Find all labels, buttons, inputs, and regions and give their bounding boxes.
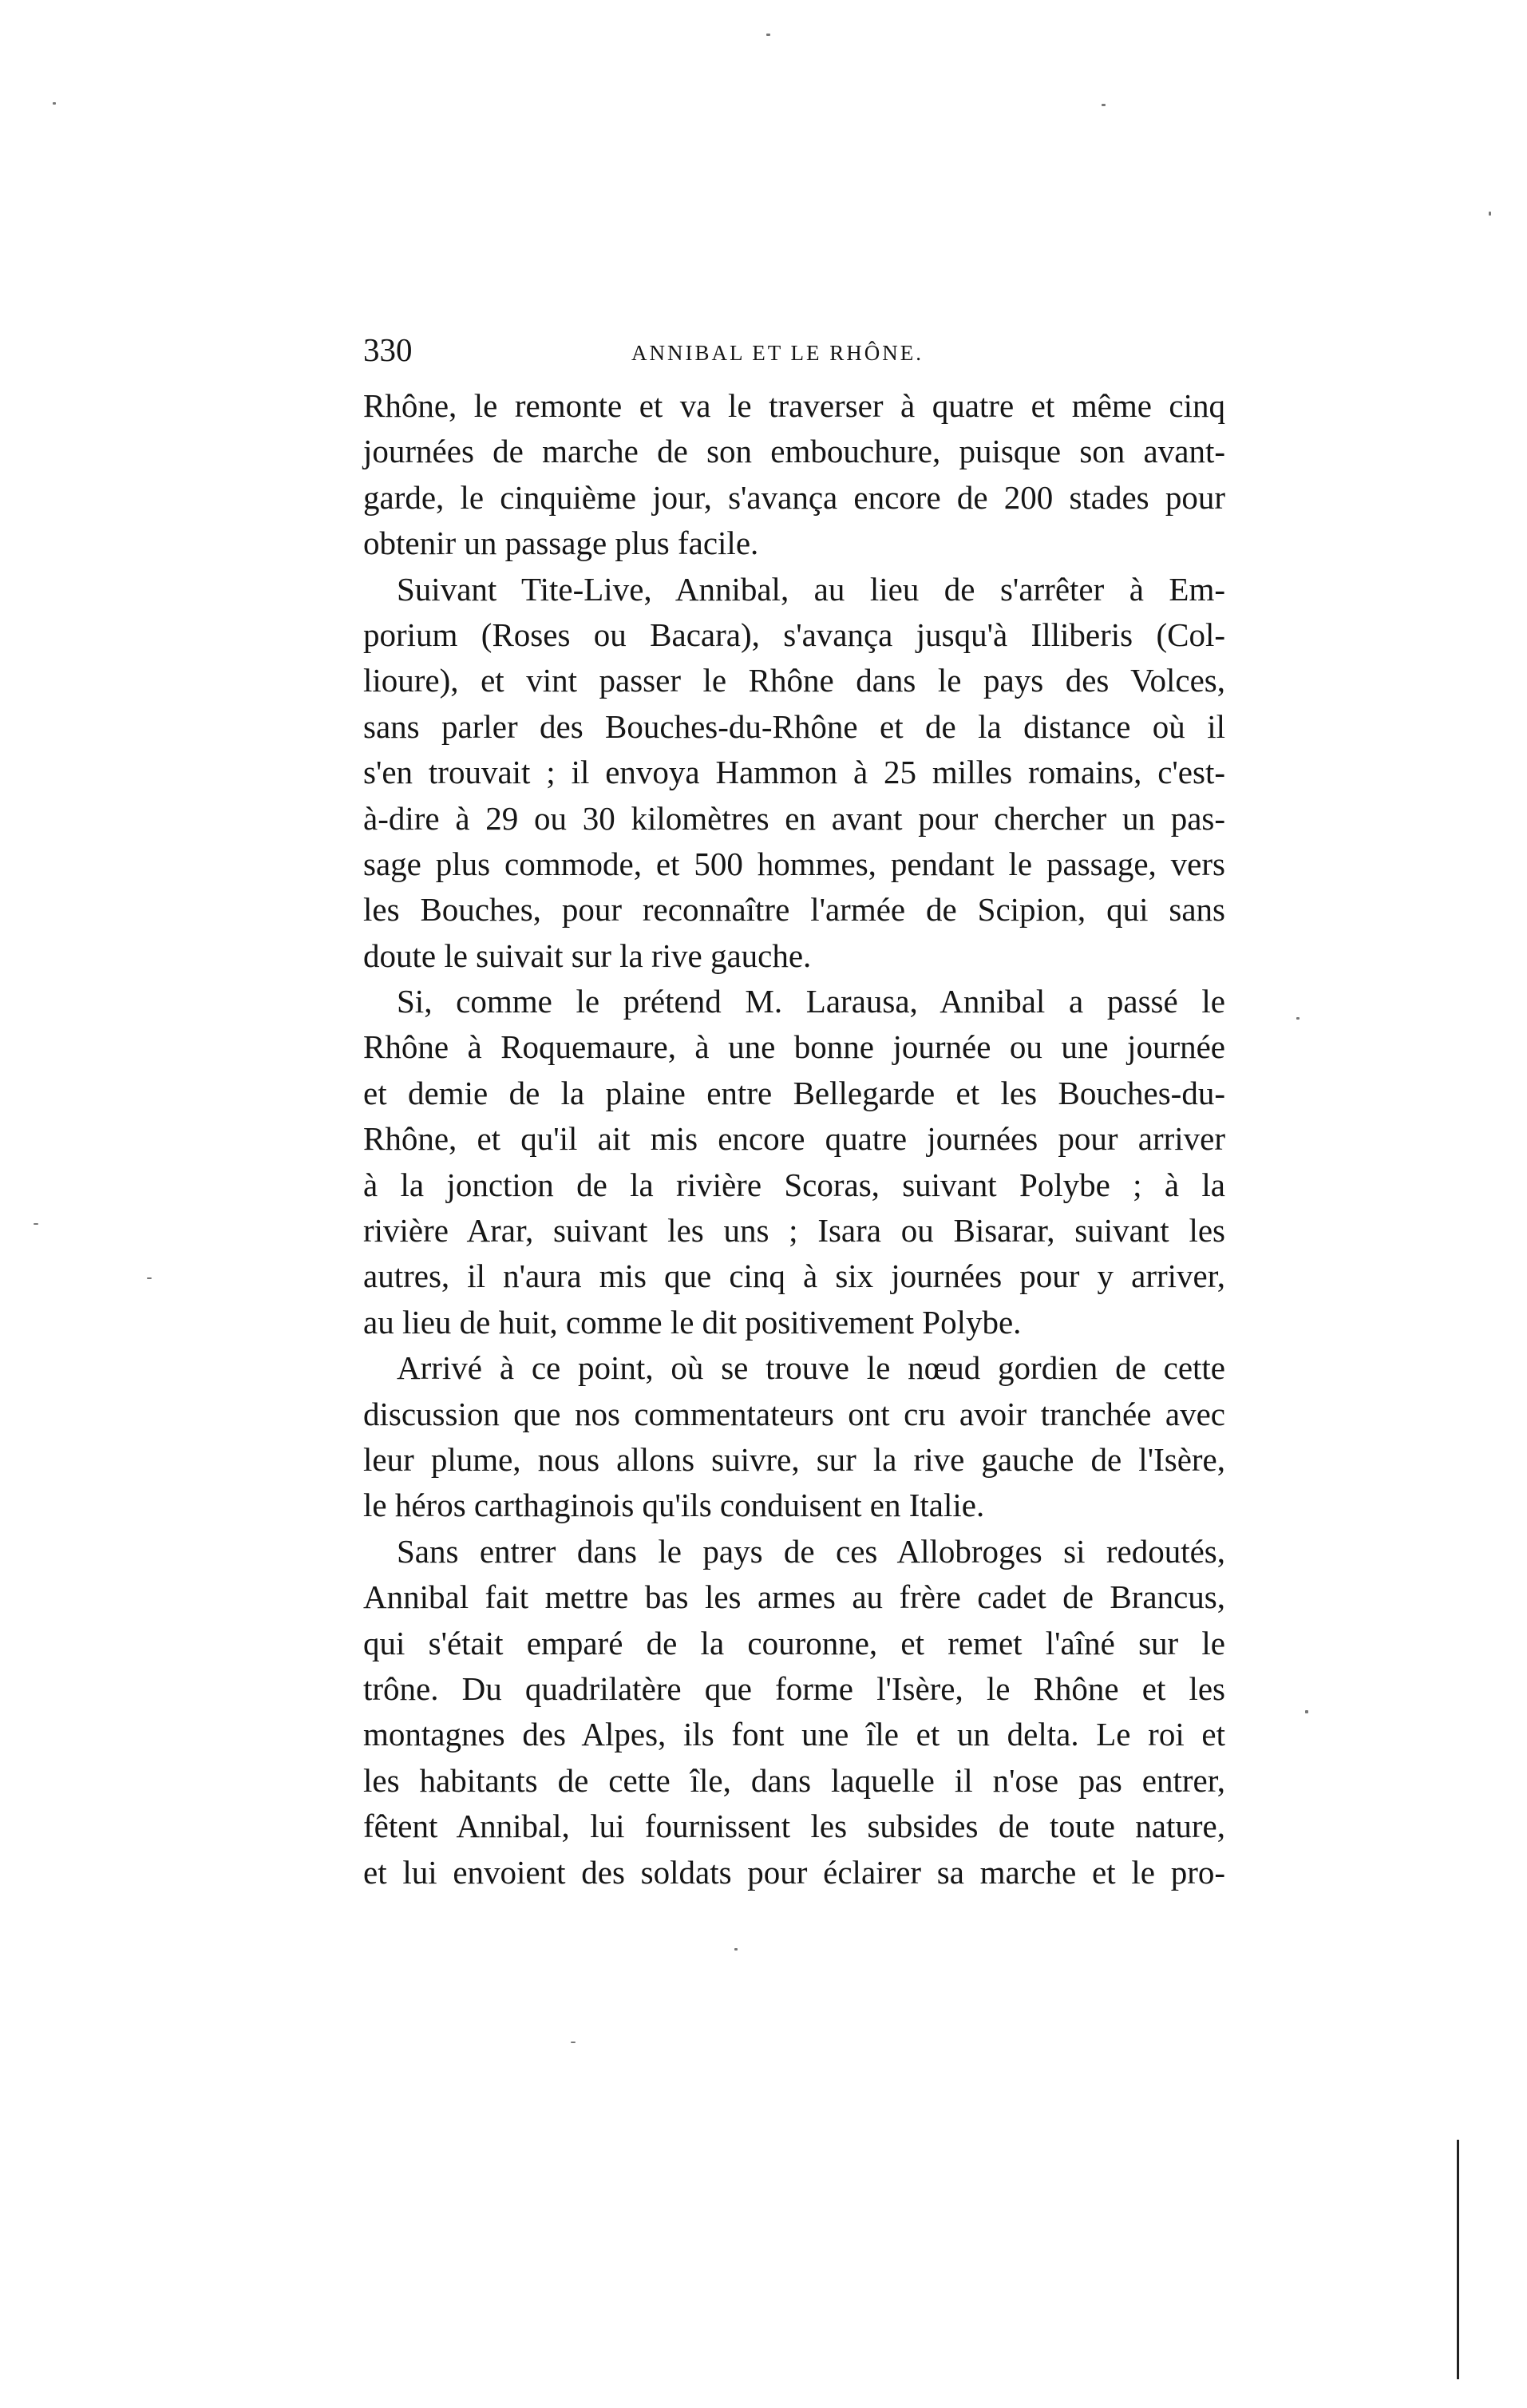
text-line: fêtent Annibal, lui fournissent les subsides de toute nature, — [363, 1808, 1225, 1845]
text-line: le héros carthaginois qu'ils conduisent en Italie. — [363, 1487, 985, 1524]
text-line: sans parler des Bouches-du-Rhône et de la distance où il — [363, 707, 1225, 745]
text-line: porium (Roses ou Bacara), s'avança jusqu'à Illiberis (Col- — [363, 616, 1225, 653]
margin-rule — [1457, 2140, 1459, 2379]
text-line: lioure), et vint passer le Rhône dans le pays des Volces, — [363, 662, 1225, 699]
text-line: à la jonction de la rivière Scoras, suivant Polybe ; à la — [363, 1166, 1225, 1203]
text-line: doute le suivait sur la rive gauche. — [363, 937, 812, 974]
text-line: au lieu de huit, comme le dit positivement Polybe. — [363, 1303, 1022, 1341]
text-line: leur plume, nous allons suivre, sur la rive gauche de l'Isère, — [363, 1440, 1225, 1478]
text-line: obtenir un passage plus facile. — [363, 525, 759, 562]
page-header — [363, 326, 938, 374]
paper-speck — [1489, 212, 1491, 216]
text-line: trône. Du quadrilatère que forme l'Isère, le Rhône et les — [363, 1669, 1225, 1707]
text-line: et demie de la plaine entre Bellegarde et les Bouches-du- — [363, 1074, 1225, 1111]
text-line: discussion que nos commentateurs ont cru avoir tranchée avec — [363, 1395, 1225, 1432]
text-line: Rhône, le remonte et va le traverser à quatre et même cinq — [363, 387, 1225, 424]
text-line: Rhône, et qu'il ait mis encore quatre journées pour arriver — [363, 1120, 1225, 1158]
paper-speck — [1305, 1710, 1308, 1713]
text-line: les habitants de cette île, dans laquelle il n'ose pas entrer, — [363, 1761, 1225, 1799]
text-line: Si, comme le prétend M. Larausa, Annibal a passé le — [397, 983, 1225, 1020]
paper-speck — [734, 1948, 738, 1951]
text-line: les Bouches, pour reconnaître l'armée de Scipion, qui sans — [363, 891, 1225, 929]
text-line: garde, le cinquième jour, s'avança encore de 200 stades pour — [363, 478, 1225, 516]
text-line: Sans entrer dans le pays de ces Allobroges si redoutés, — [397, 1532, 1225, 1570]
text-line: Arrivé à ce point, où se trouve le nœud gordien de cette — [397, 1349, 1225, 1387]
paper-speck — [766, 34, 770, 36]
paper-speck — [1102, 104, 1106, 106]
text-line: journées de marche de son embouchure, puisque son avant- — [363, 433, 1225, 470]
body-text — [363, 383, 1225, 1895]
text-line: s'en trouvait ; il envoya Hammon à 25 milles romains, c'est- — [363, 754, 1225, 791]
text-line: rivière Arar, suivant les uns ; Isara ou Bisarar, suivant les — [363, 1212, 1225, 1250]
text-line: qui s'était emparé de la couronne, et remet l'aîné sur le — [363, 1624, 1225, 1661]
text-line: sage plus commode, et 500 hommes, pendant le passage, vers — [363, 845, 1225, 882]
running-title: ANNIBAL ET LE RHÔNE. — [631, 341, 924, 365]
text-line: Suivant Tite-Live, Annibal, au lieu de s'arrêter à Em- — [397, 570, 1225, 608]
paper-speck — [147, 1277, 152, 1279]
paper-speck — [1296, 1017, 1300, 1020]
text-line: autres, il n'aura mis que cinq à six journées pour y arriver, — [363, 1257, 1225, 1295]
text-line: Rhône à Roquemaure, à une bonne journée ou une journée — [363, 1028, 1225, 1066]
text-line: Annibal fait mettre bas les armes au frère cadet de Brancus, — [363, 1578, 1225, 1616]
text-line: montagnes des Alpes, ils font une île et un delta. Le roi et — [363, 1716, 1225, 1753]
text-line: et lui envoient des soldats pour éclairer sa marche et le pro- — [363, 1853, 1225, 1891]
text-line: à-dire à 29 ou 30 kilomètres en avant pour chercher un pas- — [363, 799, 1225, 837]
paper-speck — [34, 1223, 38, 1225]
paper-speck — [571, 2042, 576, 2043]
page-number: 330 — [363, 331, 413, 368]
paper-speck — [53, 102, 56, 105]
